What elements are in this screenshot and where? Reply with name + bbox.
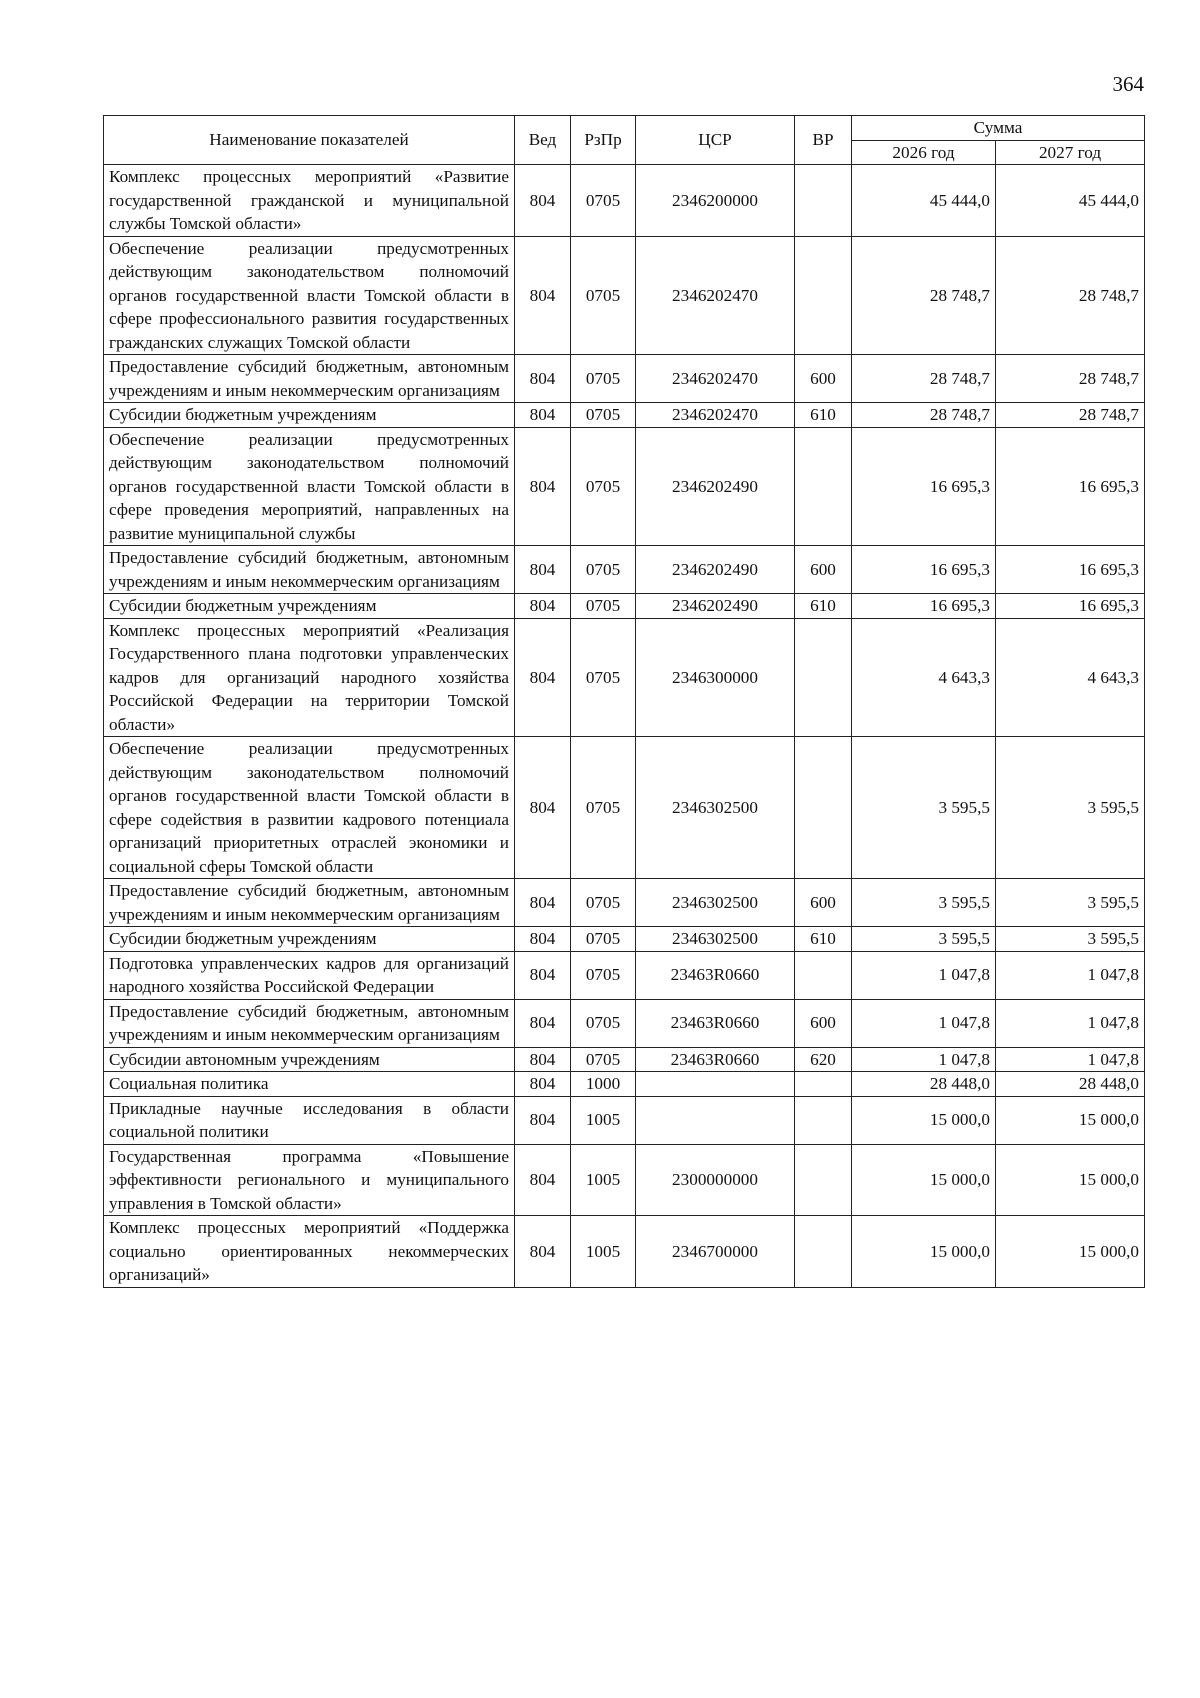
- header-vr: ВР: [795, 116, 852, 165]
- row-ved: 804: [515, 1216, 571, 1288]
- row-csr: [636, 1072, 795, 1097]
- row-ved: 804: [515, 1096, 571, 1144]
- row-vr: [795, 618, 852, 737]
- row-csr: 23463R0660: [636, 1047, 795, 1072]
- table-row: [104, 1144, 1145, 1216]
- row-csr: [636, 1096, 795, 1144]
- table-row: [104, 618, 1145, 737]
- row-name: Субсидии бюджетным учреждениям: [104, 403, 515, 428]
- row-amount-2027: 1 047,8: [996, 1047, 1145, 1072]
- row-csr: 2346302500: [636, 737, 795, 879]
- table-row: [104, 879, 1145, 927]
- row-name: Предоставление субсидий бюджетным, автономным учреждениям и иным некоммерческим организациям: [104, 999, 515, 1047]
- table-header: [104, 116, 1145, 165]
- row-amount-2026: 45 444,0: [852, 165, 996, 237]
- header-year-2026: 2026 год: [852, 140, 996, 165]
- row-rzpr: 1005: [571, 1216, 636, 1288]
- row-ved: 804: [515, 403, 571, 428]
- row-vr: 610: [795, 594, 852, 619]
- row-name: Подготовка управленческих кадров для организаций народного хозяйства Российской Федерации: [104, 951, 515, 999]
- row-csr: 2346202490: [636, 546, 795, 594]
- row-amount-2027: 3 595,5: [996, 737, 1145, 879]
- row-amount-2027: 1 047,8: [996, 999, 1145, 1047]
- table-row: [104, 1072, 1145, 1097]
- row-amount-2026: 4 643,3: [852, 618, 996, 737]
- row-csr: 2346202470: [636, 355, 795, 403]
- row-ved: 804: [515, 999, 571, 1047]
- row-vr: [795, 1072, 852, 1097]
- header-year-2027: 2027 год: [996, 140, 1145, 165]
- row-vr: 610: [795, 927, 852, 952]
- row-amount-2026: 28 748,7: [852, 236, 996, 355]
- row-amount-2026: 28 748,7: [852, 403, 996, 428]
- row-csr: 23463R0660: [636, 951, 795, 999]
- row-amount-2026: 1 047,8: [852, 999, 996, 1047]
- row-ved: 804: [515, 737, 571, 879]
- row-amount-2026: 3 595,5: [852, 927, 996, 952]
- row-csr: 2346300000: [636, 618, 795, 737]
- row-ved: 804: [515, 1072, 571, 1097]
- row-name: Предоставление субсидий бюджетным, автономным учреждениям и иным некоммерческим организациям: [104, 879, 515, 927]
- row-amount-2027: 16 695,3: [996, 546, 1145, 594]
- row-amount-2026: 28 748,7: [852, 355, 996, 403]
- budget-table: [103, 115, 1145, 1288]
- table-row: [104, 1047, 1145, 1072]
- row-amount-2027: 3 595,5: [996, 927, 1145, 952]
- row-name: Обеспечение реализации предусмотренных действующим законодательством полномочий органов государственной власти Томской области в сфере профессионального развития государственных гражданских служащих Томской области: [104, 236, 515, 355]
- row-name: Обеспечение реализации предусмотренных действующим законодательством полномочий органов государственной власти Томской области в сфере содействия в развитии кадрового потенциала организаций приоритетных отраслей экономики и социальной сферы Томской области: [104, 737, 515, 879]
- row-ved: 804: [515, 546, 571, 594]
- row-amount-2026: 28 448,0: [852, 1072, 996, 1097]
- row-amount-2026: 15 000,0: [852, 1144, 996, 1216]
- row-vr: [795, 236, 852, 355]
- table-row: [104, 355, 1145, 403]
- row-ved: 804: [515, 165, 571, 237]
- row-csr: 2346202470: [636, 236, 795, 355]
- row-amount-2027: 4 643,3: [996, 618, 1145, 737]
- row-ved: 804: [515, 236, 571, 355]
- row-amount-2026: 16 695,3: [852, 427, 996, 546]
- table-row: [104, 1216, 1145, 1288]
- row-amount-2027: 15 000,0: [996, 1144, 1145, 1216]
- row-name: Комплекс процессных мероприятий «Реализация Государственного плана подготовки управленческих кадров для организаций народного хозяйства Российской Федерации на территории Томской области»: [104, 618, 515, 737]
- row-rzpr: 0705: [571, 403, 636, 428]
- row-rzpr: 0705: [571, 999, 636, 1047]
- row-vr: [795, 165, 852, 237]
- table-row: [104, 236, 1145, 355]
- header-sum: Сумма: [852, 116, 1145, 141]
- row-amount-2026: 15 000,0: [852, 1096, 996, 1144]
- row-name: Предоставление субсидий бюджетным, автономным учреждениям и иным некоммерческим организациям: [104, 546, 515, 594]
- row-csr: 2346200000: [636, 165, 795, 237]
- row-csr: 2346302500: [636, 927, 795, 952]
- row-amount-2027: 16 695,3: [996, 594, 1145, 619]
- row-vr: 610: [795, 403, 852, 428]
- header-name: Наименование показателей: [104, 116, 515, 165]
- row-vr: [795, 737, 852, 879]
- row-amount-2027: 15 000,0: [996, 1096, 1145, 1144]
- row-rzpr: 0705: [571, 879, 636, 927]
- row-vr: 600: [795, 355, 852, 403]
- row-vr: [795, 951, 852, 999]
- row-rzpr: 0705: [571, 1047, 636, 1072]
- row-ved: 804: [515, 618, 571, 737]
- table-row: [104, 546, 1145, 594]
- table-row: [104, 999, 1145, 1047]
- row-name: Субсидии бюджетным учреждениям: [104, 927, 515, 952]
- row-name: Социальная политика: [104, 1072, 515, 1097]
- row-amount-2026: 3 595,5: [852, 879, 996, 927]
- row-rzpr: 0705: [571, 427, 636, 546]
- header-rzpr: РзПр: [571, 116, 636, 165]
- table-row: [104, 403, 1145, 428]
- row-rzpr: 0705: [571, 927, 636, 952]
- row-vr: [795, 1144, 852, 1216]
- row-amount-2027: 16 695,3: [996, 427, 1145, 546]
- row-amount-2027: 28 748,7: [996, 355, 1145, 403]
- row-amount-2026: 15 000,0: [852, 1216, 996, 1288]
- row-amount-2026: 16 695,3: [852, 546, 996, 594]
- row-rzpr: 0705: [571, 165, 636, 237]
- table-row: [104, 737, 1145, 879]
- row-vr: 600: [795, 999, 852, 1047]
- row-amount-2027: 1 047,8: [996, 951, 1145, 999]
- table-body: [104, 165, 1145, 1288]
- row-amount-2026: 1 047,8: [852, 951, 996, 999]
- row-vr: [795, 1096, 852, 1144]
- row-vr: [795, 427, 852, 546]
- row-rzpr: 0705: [571, 355, 636, 403]
- row-ved: 804: [515, 355, 571, 403]
- row-rzpr: 0705: [571, 951, 636, 999]
- row-name: Комплекс процессных мероприятий «Поддержка социально ориентированных некоммерческих организаций»: [104, 1216, 515, 1288]
- header-csr: ЦСР: [636, 116, 795, 165]
- row-rzpr: 0705: [571, 236, 636, 355]
- row-amount-2026: 3 595,5: [852, 737, 996, 879]
- row-csr: 23463R0660: [636, 999, 795, 1047]
- page-number: 364: [1112, 72, 1144, 96]
- row-name: Предоставление субсидий бюджетным, автономным учреждениям и иным некоммерческим организациям: [104, 355, 515, 403]
- table-row: [104, 427, 1145, 546]
- row-csr: 2300000000: [636, 1144, 795, 1216]
- row-name: Субсидии автономным учреждениям: [104, 1047, 515, 1072]
- row-name: Государственная программа «Повышение эффективности регионального и муниципального управления в Томской области»: [104, 1144, 515, 1216]
- row-ved: 804: [515, 879, 571, 927]
- table-row: [104, 927, 1145, 952]
- row-vr: [795, 1216, 852, 1288]
- row-amount-2027: 15 000,0: [996, 1216, 1145, 1288]
- row-name: Обеспечение реализации предусмотренных действующим законодательством полномочий органов государственной власти Томской области в сфере проведения мероприятий, направленных на развитие муниципальной службы: [104, 427, 515, 546]
- row-name: Прикладные научные исследования в области социальной политики: [104, 1096, 515, 1144]
- row-vr: 620: [795, 1047, 852, 1072]
- row-csr: 2346302500: [636, 879, 795, 927]
- row-ved: 804: [515, 594, 571, 619]
- row-name: Комплекс процессных мероприятий «Развитие государственной гражданской и муниципальной службы Томской области»: [104, 165, 515, 237]
- row-vr: 600: [795, 546, 852, 594]
- header-ved: Вед: [515, 116, 571, 165]
- row-ved: 804: [515, 427, 571, 546]
- row-amount-2027: 28 748,7: [996, 236, 1145, 355]
- row-rzpr: 1000: [571, 1072, 636, 1097]
- row-rzpr: 1005: [571, 1096, 636, 1144]
- row-rzpr: 0705: [571, 594, 636, 619]
- row-vr: 600: [795, 879, 852, 927]
- row-csr: 2346202490: [636, 427, 795, 546]
- row-amount-2026: 1 047,8: [852, 1047, 996, 1072]
- row-csr: 2346700000: [636, 1216, 795, 1288]
- row-rzpr: 0705: [571, 618, 636, 737]
- row-amount-2027: 45 444,0: [996, 165, 1145, 237]
- row-ved: 804: [515, 1047, 571, 1072]
- row-amount-2027: 28 448,0: [996, 1072, 1145, 1097]
- row-rzpr: 0705: [571, 737, 636, 879]
- row-ved: 804: [515, 951, 571, 999]
- table-row: [104, 594, 1145, 619]
- row-amount-2027: 28 748,7: [996, 403, 1145, 428]
- row-rzpr: 0705: [571, 546, 636, 594]
- row-ved: 804: [515, 1144, 571, 1216]
- row-csr: 2346202470: [636, 403, 795, 428]
- table-row: [104, 165, 1145, 237]
- row-rzpr: 1005: [571, 1144, 636, 1216]
- row-csr: 2346202490: [636, 594, 795, 619]
- table-row: [104, 951, 1145, 999]
- row-ved: 804: [515, 927, 571, 952]
- row-name: Субсидии бюджетным учреждениям: [104, 594, 515, 619]
- table-row: [104, 1096, 1145, 1144]
- row-amount-2026: 16 695,3: [852, 594, 996, 619]
- row-amount-2027: 3 595,5: [996, 879, 1145, 927]
